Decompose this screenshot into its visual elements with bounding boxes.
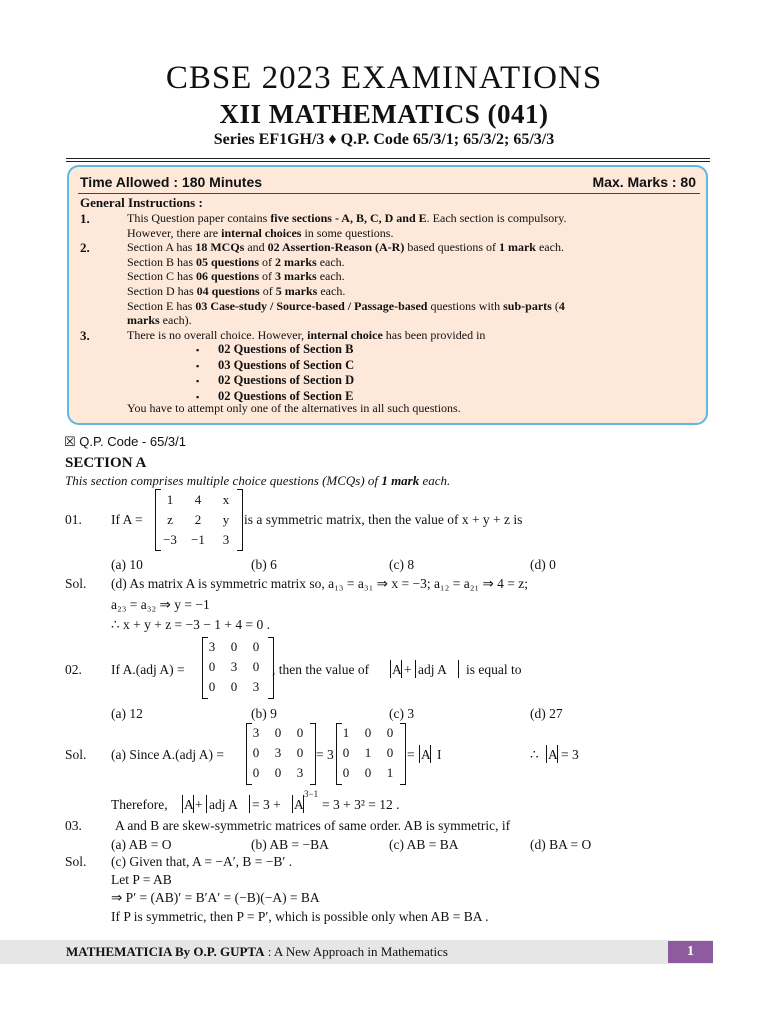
math-text: A [392,662,402,677]
math-text: = 3 [316,747,334,762]
matrix-cell: 3 [296,765,304,780]
box-divider [78,193,700,194]
math-text: = [407,747,415,762]
matrix-cell: 2 [194,512,202,527]
page-number: 1 [668,941,713,963]
solution-line: ∴ x + y + z = −3 − 1 + 4 = 0 . [111,617,271,632]
matrix-cell: 0 [274,765,282,780]
question-text: A and B are skew-symmetric matrices of same order. AB is symmetric, if [115,818,511,833]
math-text: adj A [209,797,238,812]
option: (a) 10 [111,557,143,572]
solution-line: (c) Given that, A = −A′, B = −B′ . [111,854,293,869]
matrix-cell: 0 [342,745,350,760]
solution-label: Sol. [65,576,87,591]
time-allowed: Time Allowed : 180 Minutes [80,174,263,190]
page-title: CBSE 2023 EXAMINATIONS [165,60,603,96]
option: (d) 27 [530,706,563,721]
question-text: is a symmetric matrix, then the value of x + y + z is [244,512,523,527]
math-text: A [184,797,194,812]
math-text: = 3 + [252,797,281,812]
option: (a) 12 [111,706,143,721]
math-text: + [404,662,412,677]
matrix-cell: 0 [296,725,304,740]
section-title: SECTION A [65,455,147,471]
matrix-cell: 1 [166,492,174,507]
question-text: , then the value of [272,662,370,677]
matrix-cell: x [222,492,230,507]
solution-line: (a) Since A.(adj A) = [111,747,224,762]
matrix-cell: 0 [252,639,260,654]
checkbox-icon: ☒ [64,434,76,449]
question-text: If A.(adj A) = [111,662,185,677]
choice-list [196,342,354,404]
matrix-cell: 0 [386,745,394,760]
instructions-heading: General Instructions : [80,195,203,210]
section-description: This section comprises multiple choice questions (MCQs) of 1 mark each. [65,473,451,488]
solution-label: Sol. [65,747,87,762]
math-text: A [548,747,558,762]
option: (a) AB = O [111,837,172,852]
matrix-cell: 3 [252,679,260,694]
instruction-number: 1. [80,211,90,226]
matrix-cell: 0 [252,765,260,780]
math-text: I [437,747,442,762]
matrix-cell: 0 [252,745,260,760]
matrix-cell: 3 [274,745,282,760]
matrix-cell: 1 [342,725,350,740]
math-text: + [195,797,203,812]
matrix-cell: 0 [208,659,216,674]
list-item: ▪ 02 Questions of Section E [196,388,354,403]
series-line: Series EF1GH/3 ♦ Q.P. Code 65/3/1; 65/3/2; 65/3/3 [213,131,555,148]
matrix-cell: 0 [364,725,372,740]
solution-line: (d) As matrix A is symmetric matrix so, a₁₃ = a₃₁ ⇒ x = −3; a₁₂ = a₂₁ ⇒ 4 = z; [111,576,529,591]
matrix-cell: 0 [364,765,372,780]
instruction-text: This Question paper contains five sections - A, B, C, D and E. Each section is compulsory. However, there are internal choices in some questions. Section A has 18 MCQs and 02 Assertion-Reason (A-R) based questions of 1 mark each. Section B has 05 questions of 2 marks each. Section C has 06 questions of 3 marks each. Section D has 04 questions of 5 marks each. Section E has 03 Case-study / Source-based / Passage-based questions with sub-parts (4 marks each). There is no overall choice. However, internal choice has been provided in [127,211,567,342]
matrix-cell: 0 [342,765,350,780]
option: (d) 0 [530,557,556,572]
matrix-cell: 3 [208,639,216,654]
instruction-footer: You have to attempt only one of the alternatives in all such questions. [127,401,461,415]
matrix-cell: −1 [191,532,205,547]
solution-line: If P is symmetric, then P = P′, which is possible only when AB = BA . [111,909,489,924]
option: (c) AB = BA [389,837,459,852]
list-item: ▪ 02 Questions of Section B [196,342,354,356]
instruction-number: 3. [80,328,90,343]
matrix-cell: 1 [386,765,394,780]
option: (b) 9 [251,706,277,721]
option: (c) 3 [389,706,415,721]
matrix-cell: 1 [364,745,372,760]
matrix-cell: 0 [386,725,394,740]
footer-text: MATHEMATICIA By O.P. GUPTA : A New Approach in Mathematics [66,944,448,959]
divider-bottom [66,161,710,162]
solution-line: Therefore, [111,797,168,812]
math-text: = 3 [561,747,579,762]
list-item: ▪ 02 Questions of Section D [196,373,355,388]
matrix-cell: 0 [296,745,304,760]
math-text: A [421,747,431,762]
solution-line: ⇒ P′ = (AB)′ = B′A′ = (−B)(−A) = BA [111,890,320,905]
math-text: = 3 + 3² = 12 . [322,797,400,812]
question-number: 01. [65,512,82,527]
math-text: adj A [418,662,447,677]
solution-line: Let P = AB [111,872,172,887]
solution-line: a₂₃ = a₃₂ ⇒ y = −1 [111,597,210,612]
instruction-number: 2. [80,240,90,255]
qp-code: ☒ Q.P. Code - 65/3/1 [64,434,186,449]
math-superscript: 3−1 [304,789,319,799]
matrix-cell: 3 [222,532,230,547]
matrix-cell: 0 [274,725,282,740]
matrix-cell: 0 [230,679,238,694]
matrix-cell: 4 [194,492,202,507]
matrix-cell: z [167,512,173,527]
option: (b) 6 [251,557,277,572]
option: (b) AB = −BA [251,837,329,852]
option: (d) BA = O [530,837,592,852]
list-item: ▪ 03 Questions of Section C [196,357,355,372]
question-number: 02. [65,662,82,677]
max-marks: Max. Marks : 80 [592,174,696,190]
matrix-cell: y [222,512,230,527]
question-number: 03. [65,818,82,833]
matrix-cell: 0 [208,679,216,694]
question-text: If A = [111,512,143,527]
footer-brand: MATHEMATICIA By O.P. GUPTA [66,944,265,959]
matrix-cell: 0 [230,639,238,654]
math-text: A [294,797,304,812]
matrix-cell: −3 [163,532,177,547]
matrix-cell: 0 [252,659,260,674]
divider-top [66,158,710,159]
matrix-cell: 3 [252,725,260,740]
page-subtitle: XII MATHEMATICS (041) [219,99,549,129]
question-text: is equal to [466,662,522,677]
therefore-icon: ∴ [530,747,539,762]
solution-label: Sol. [65,854,87,869]
option: (c) 8 [389,557,415,572]
matrix-cell: 3 [230,659,238,674]
